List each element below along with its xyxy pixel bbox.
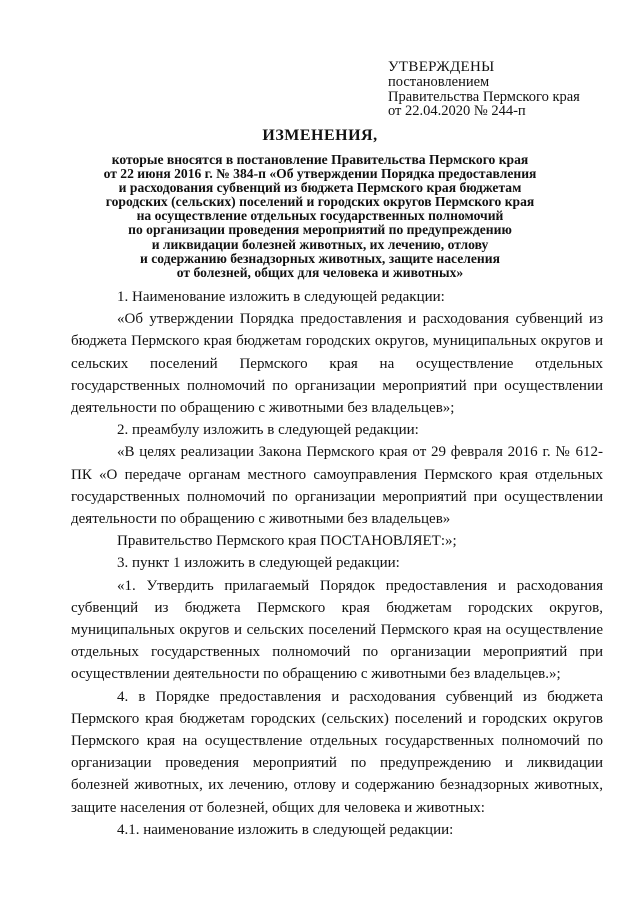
subtitle-line: на осуществление отдельных государственных полномочий bbox=[136, 208, 504, 224]
body-paragraph-3: 2. преамбулу изложить в следующей редакции: bbox=[117, 422, 419, 439]
subtitle-line: городских (сельских) поселений и городских округов Пермского края bbox=[105, 194, 535, 210]
body-paragraph-2: «Об утверждении Порядка предоставления и расходования субвенций из бюджета Пермского края бюджетам городских округов, муниципальных округов и сельских поселений Пермского края на осуществление отдельных государственных полномочий по организации мероприятий при осуществлении деятельности по обращению с животными без владельцев»; bbox=[71, 311, 603, 417]
body-paragraph-9: 4.1. наименование изложить в следующей редакции: bbox=[117, 821, 454, 838]
body-paragraph-8: 4. в Порядке предоставления и расходования субвенций из бюджета Пермского края бюджетам городских (сельских) поселений и городских округов Пермского края на осуществление отдельных государственных полномочий по организации проведения мероприятий по предупреждению и ликвидации болезней животных, их лечению, отлову и содержанию безнадзорных животных, защите населения от болезней, общих для человека и животных: bbox=[71, 688, 603, 816]
approval-line-2: Правительства Пермского края bbox=[388, 88, 580, 105]
body-paragraph-1: 1. Наименование изложить в следующей редакции: bbox=[117, 289, 445, 305]
subtitle-line: по организации проведения мероприятий по предупреждению bbox=[128, 222, 512, 238]
approval-title: УТВЕРЖДЕНЫ bbox=[388, 59, 495, 75]
document-heading: ИЗМЕНЕНИЯ, bbox=[262, 127, 378, 144]
subtitle-line: и ликвидации болезней животных, их лечению, отлову bbox=[151, 236, 489, 252]
body-paragraph-7: «1. Утвердить прилагаемый Порядок предоставления и расходования субвенций из бюджета Пермского края бюджетам городских округов, муниципальных округов и сельских поселений Пермского края на осуществление отдельных государственных полномочий по организации мероприятий при осуществлении деятельности по обращению с животными без владельцев.»; bbox=[71, 577, 603, 683]
subtitle-line: и содержанию безнадзорных животных, защите населения bbox=[140, 250, 500, 266]
approval-line-1: постановлением bbox=[388, 74, 490, 90]
subtitle-line: от болезней, общих для человека и животных» bbox=[176, 264, 464, 280]
subtitle-line: и расходования субвенций из бюджета Пермского края бюджетам bbox=[118, 180, 522, 196]
body-paragraph-5: Правительство Пермского края ПОСТАНОВЛЯЕТ:»; bbox=[117, 533, 457, 550]
approval-stamp bbox=[388, 59, 628, 119]
body-paragraph-6: 3. пункт 1 изложить в следующей редакции: bbox=[117, 555, 400, 572]
subtitle-line: от 22 июня 2016 г. № 384-п «Об утверждении Порядка предоставления bbox=[103, 166, 537, 182]
document-subtitle bbox=[60, 153, 580, 280]
approval-line-3: от 22.04.2020 № 244-п bbox=[388, 103, 526, 119]
body-paragraph-4: «В целях реализации Закона Пермского края от 29 февраля 2016 г. № 612-ПК «О передаче органам местного самоуправления Пермского края отдельных государственных полномочий по организации мероприятий при осуществлении деятельности по обращению с животными без владельцев» bbox=[71, 444, 603, 528]
document-body bbox=[71, 286, 603, 841]
subtitle-line: которые вносятся в постановление Правительства Пермского края bbox=[111, 152, 529, 167]
